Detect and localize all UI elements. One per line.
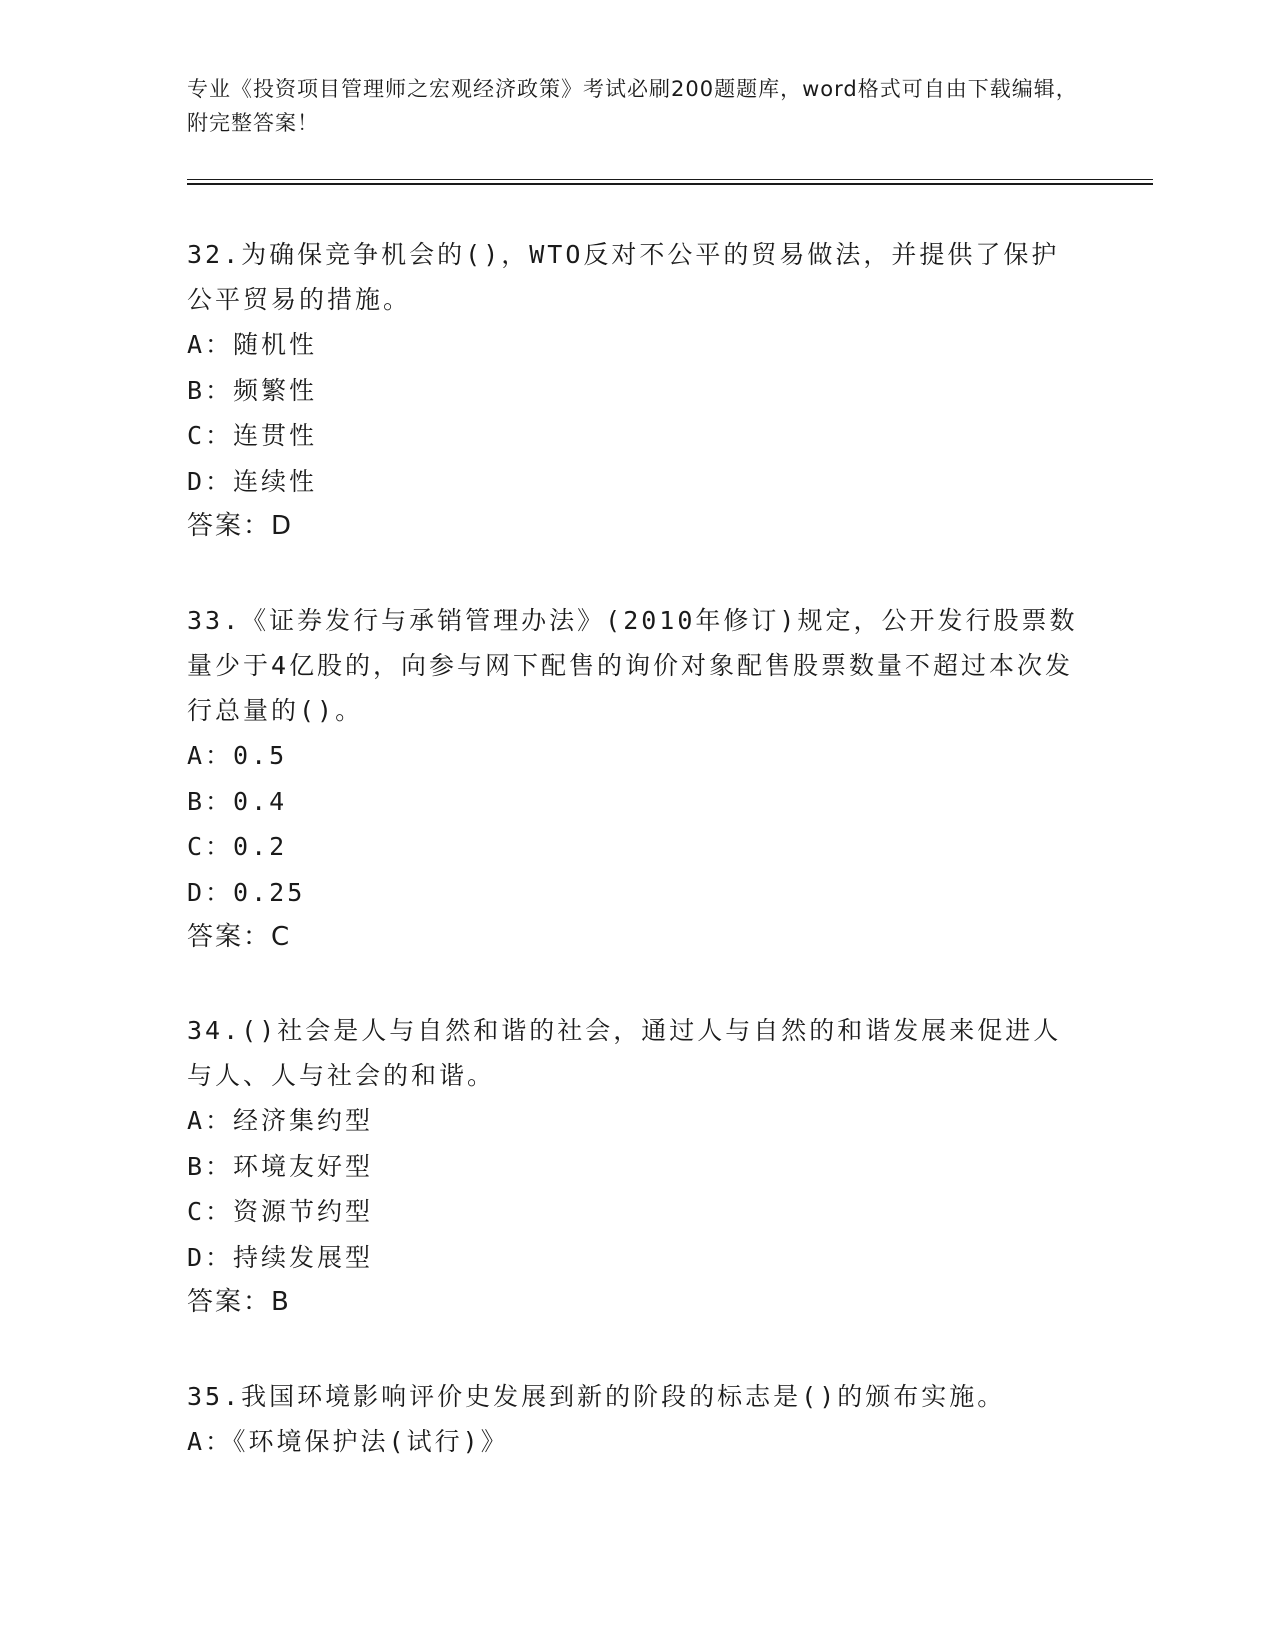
option-a: A：0.5 <box>187 741 288 770</box>
option-b: B：频繁性 <box>187 375 318 405</box>
option-d: D：0.25 <box>187 877 306 907</box>
question-35 <box>187 1374 1087 1465</box>
option-c: C：资源节约型 <box>187 1197 374 1226</box>
answer-line: 答案：C <box>187 922 292 952</box>
answer-line: 答案：B <box>187 1287 291 1317</box>
document-header: 专业《投资项目管理师之宏观经济政策》考试必刷200题题库，word格式可自由下载编辑，附完整答案！ <box>187 77 1078 135</box>
option-a: A：《环境保护法(试行)》 <box>187 1427 509 1456</box>
option-d: D：连续性 <box>187 466 318 496</box>
option-a: A：随机性 <box>187 330 318 359</box>
question-34 <box>187 1008 1087 1325</box>
question-32 <box>187 232 1087 549</box>
question-stem: 35.我国环境影响评价史发展到新的阶段的标志是()的颁布实施。 <box>187 1382 1006 1411</box>
question-33 <box>187 598 1087 960</box>
answer-line: 答案：D <box>187 511 294 541</box>
question-stem: 34.()社会是人与自然和谐的社会，通过人与自然的和谐发展来促进人与人、人与社会的和谐。 <box>187 1016 1062 1090</box>
header-rule-thin <box>187 179 1153 180</box>
question-stem: 33.《证券发行与承销管理办法》(2010年修订)规定，公开发行股票数量少于4亿股的，向参与网下配售的询价对象配售股票数量不超过本次发行总量的()。 <box>187 606 1078 725</box>
option-c: C：连贯性 <box>187 421 318 450</box>
option-c: C：0.2 <box>187 832 288 861</box>
option-b: B：环境友好型 <box>187 1151 374 1181</box>
option-b: B：0.4 <box>187 786 288 816</box>
header-rule-thick <box>187 183 1153 185</box>
option-a: A：经济集约型 <box>187 1106 374 1135</box>
option-d: D：持续发展型 <box>187 1242 374 1272</box>
question-stem: 32.为确保竞争机会的()，WTO反对不公平的贸易做法，并提供了保护公平贸易的措施。 <box>187 240 1060 314</box>
